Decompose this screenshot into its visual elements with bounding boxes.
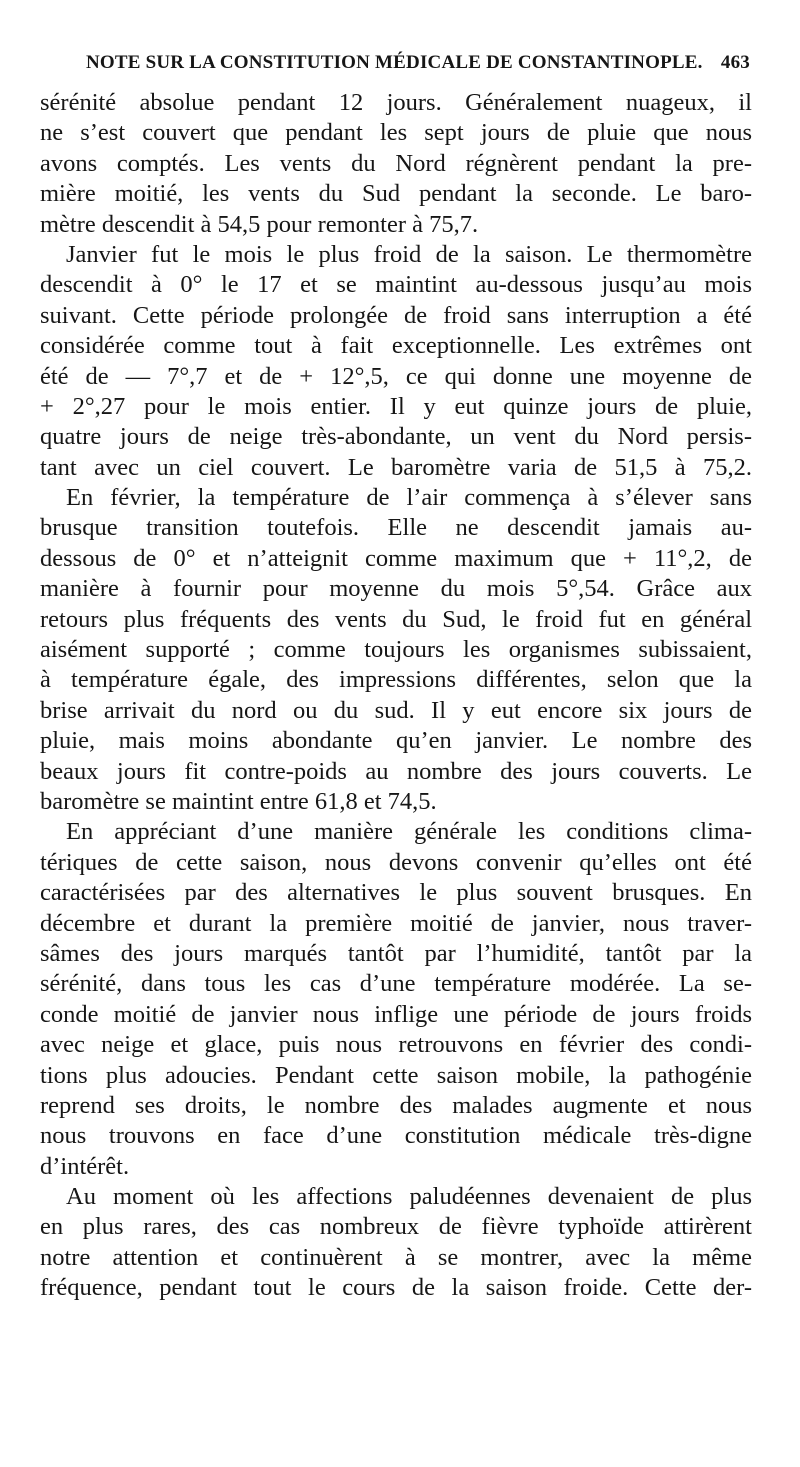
text-line: reprend ses droits, le nombre des malades augmente et nous [40, 1091, 752, 1119]
text-line: beaux jours fit contre-poids au nombre des jours couverts. Le [40, 757, 752, 785]
text-line: En février, la température de l’air commença à s’élever sans [66, 484, 752, 512]
text-line: brusque transition toutefois. Elle ne descendit jamais au- [40, 514, 752, 542]
text-line: retours plus fréquents des vents du Sud, le froid fut en général [40, 605, 752, 633]
text-line: sérénité absolue pendant 12 jours. Généralement nuageux, il [40, 89, 752, 116]
body-text [40, 88, 752, 1304]
text-line: Au moment où les affections paludéennes devenaient de plus [66, 1183, 752, 1211]
text-line: d’intérêt. [40, 1152, 130, 1180]
text-line: conde moitié de janvier nous inflige une période de jours froids [40, 1000, 752, 1028]
text-line: sâmes des jours marqués tantôt par l’humidité, tantôt par la [40, 939, 752, 967]
text-line: fréquence, pendant tout le cours de la saison froide. Cette der- [40, 1274, 752, 1302]
text-line: en plus rares, des cas nombreux de fièvre typhoïde attirèrent [40, 1213, 752, 1241]
paragraph-4 [40, 817, 752, 1182]
text-line: été de — 7°,7 et de + 12°,5, ce qui donne une moyenne de [40, 362, 752, 390]
text-line: avons comptés. Les vents du Nord régnèrent pendant la pre- [40, 149, 752, 177]
text-line: dessous de 0° et n’atteignit comme maximum que + 11°,2, de [40, 544, 752, 572]
text-line: tériques de cette saison, nous devons convenir qu’elles ont été [40, 848, 752, 876]
running-title: NOTE SUR LA CONSTITUTION MÉDICALE DE CONSTANTINOPLE. [86, 52, 703, 73]
page-header [64, 50, 750, 84]
text-line: sérénité, dans tous les cas d’une température modérée. La se- [40, 970, 752, 998]
text-line: mière moitié, les vents du Sud pendant la seconde. Le baro- [40, 180, 752, 208]
paragraph-2 [40, 240, 752, 483]
page-number: 463 [720, 52, 750, 73]
text-line: caractérisées par des alternatives le plus souvent brusques. En [40, 879, 752, 907]
text-line: tions plus adoucies. Pendant cette saison mobile, la pathogénie [40, 1061, 752, 1089]
text-line: brise arrivait du nord ou du sud. Il y eut encore six jours de [40, 696, 752, 724]
text-line: notre attention et continuèrent à se montrer, avec la même [40, 1243, 752, 1271]
text-line: aisément supporté ; comme toujours les organismes subissaient, [40, 636, 752, 664]
text-line: manière à fournir pour moyenne du mois 5°,54. Grâce aux [40, 575, 752, 603]
paragraph-5 [40, 1182, 752, 1304]
text-line: + 2°,27 pour le mois entier. Il y eut quinze jours de pluie, [40, 392, 752, 420]
text-line: quatre jours de neige très-abondante, un vent du Nord persis- [40, 423, 752, 451]
text-line: ne s’est couvert que pendant les sept jours de pluie que nous [40, 119, 752, 147]
text-line: Janvier fut le mois le plus froid de la saison. Le thermomètre [66, 240, 752, 268]
text-line: pluie, mais moins abondante qu’en janvier. Le nombre des [40, 727, 752, 755]
text-line: avec neige et glace, puis nous retrouvons en février des condi- [40, 1031, 752, 1059]
text-line: nous trouvons en face d’une constitution médicale très-digne [40, 1122, 752, 1150]
text-line: à température égale, des impressions différentes, selon que la [40, 666, 752, 694]
paragraph-1 [40, 88, 752, 240]
text-line: En appréciant d’une manière générale les conditions clima- [66, 818, 752, 846]
text-line: descendit à 0° le 17 et se maintint au-dessous jusqu’au mois [40, 271, 752, 299]
text-line: mètre descendit à 54,5 pour remonter à 75,7. [40, 210, 479, 238]
text-line: décembre et durant la première moitié de janvier, nous traver- [40, 909, 752, 937]
text-line: considérée comme tout à fait exceptionnelle. Les extrêmes ont [40, 332, 752, 360]
paragraph-3 [40, 483, 752, 817]
text-line: baromètre se maintint entre 61,8 et 74,5. [40, 787, 437, 815]
text-line: suivant. Cette période prolongée de froid sans interruption a été [40, 301, 752, 329]
text-line: tant avec un ciel couvert. Le baromètre varia de 51,5 à 75,2. [40, 453, 752, 481]
